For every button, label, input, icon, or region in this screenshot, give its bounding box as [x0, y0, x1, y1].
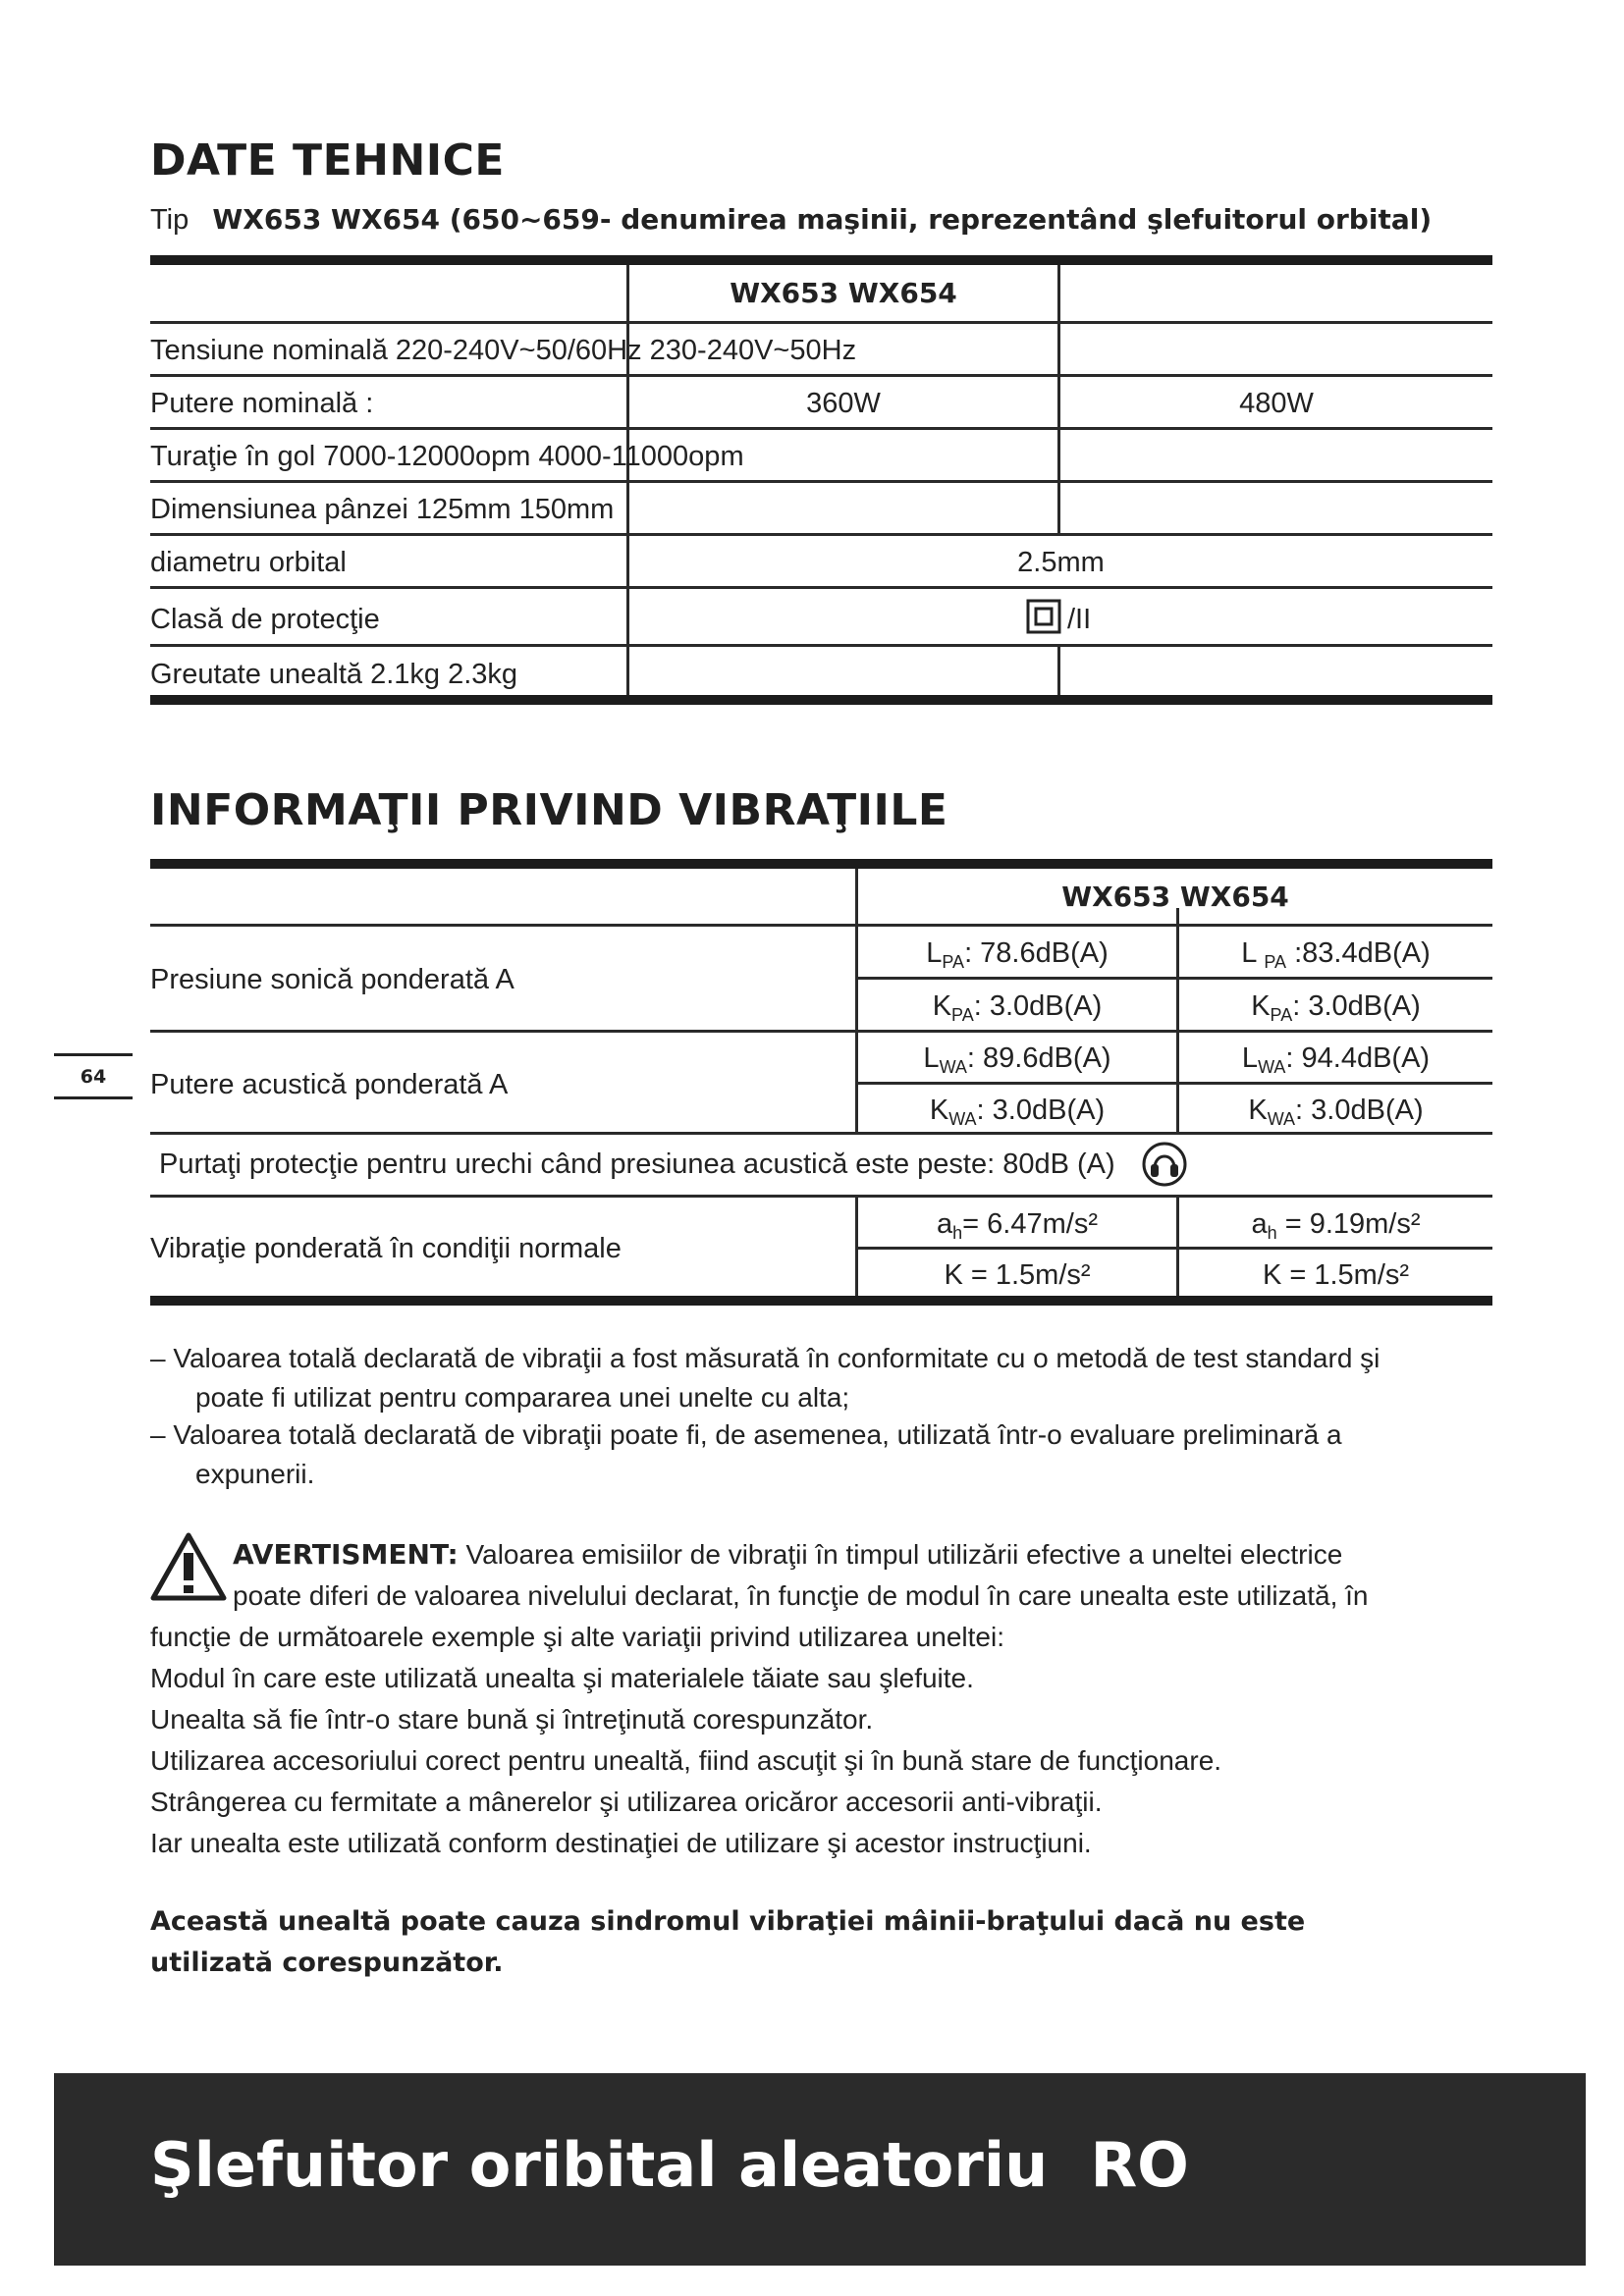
sound-pressure-kpa-2: $K_{PA}$: 3.0dB(A)	[1251, 990, 1421, 1025]
table-top-border	[150, 255, 1492, 265]
ear-protection-note: Purtaţi protecţie pentru urechi când presiunea acustică este peste: 80dB (A)	[159, 1148, 1115, 1180]
table-row-label: Turaţie în gol 7000-12000opm 4000-11000opm	[150, 441, 744, 472]
warning-line: Strângerea cu fermitate a mânerelor şi utilizarea oricăror accesorii anti-vibraţii.	[150, 1787, 1103, 1817]
table-divider	[150, 321, 1492, 324]
section-title-vibration: INFORMAŢII PRIVIND VIBRAŢIILE	[150, 785, 948, 835]
footer-title	[150, 2129, 1189, 2201]
table-row-label: Clasă de protecţie	[150, 604, 380, 635]
bullet-line: expunerii.	[195, 1459, 315, 1489]
page-number-rule	[54, 1096, 133, 1099]
vibration-ah-2: $a_h = 9.19m/s^2$	[1251, 1208, 1421, 1243]
sound-pressure-kpa-1: $K_{PA}$: 3.0dB(A)	[932, 990, 1103, 1025]
bullet-line: – Valoarea totală declarată de vibraţii poate fi, de asemenea, utilizată într-o evaluare preliminară a	[150, 1419, 1342, 1450]
type-line	[150, 203, 1433, 236]
table-row-label: Putere nominală :	[150, 388, 374, 419]
table-divider	[150, 533, 1492, 536]
sound-power-kwa-1: $K_{WA}$: 3.0dB(A)	[929, 1095, 1106, 1129]
table-divider	[150, 1030, 1492, 1033]
table-header: WX653 WX654	[730, 277, 957, 309]
sound-power-kwa-2: $K_{WA}$: 3.0dB(A)	[1248, 1095, 1424, 1129]
warning-line: poate diferi de valoarea nivelului declarat, în funcţie de modul în care unealta este utilizată, în	[233, 1580, 1369, 1611]
table-divider	[150, 1195, 1492, 1198]
table-divider	[150, 644, 1492, 647]
table-cell-value: 2.5mm	[1017, 547, 1105, 578]
type-description: WX653 WX654 (650~659- denumirea maşinii, reprezentând şlefuitorul orbital)	[212, 203, 1433, 236]
table-divider	[150, 480, 1492, 483]
warning-triangle-icon	[150, 1531, 227, 1607]
warning-line: Unealta să fie într-o stare bună şi întreţinută corespunzător.	[150, 1704, 874, 1735]
warning-line: AVERTISMENT: Valoarea emisiilor de vibraţii în timpul utilizării efective a uneltei electrice	[233, 1538, 1343, 1571]
warning-line: Utilizarea accesoriului corect pentru unealtă, fiind ascuţit şi în bună stare de funcţionare.	[150, 1745, 1222, 1776]
table-divider	[150, 1132, 1492, 1135]
table-divider	[857, 977, 1492, 980]
table-divider	[150, 427, 1492, 430]
column-divider	[1057, 644, 1060, 695]
product-name: Şlefuitor oribital aleatoriu	[150, 2129, 1049, 2201]
vibration-k-1: K = 1.5m/s²	[944, 1259, 1091, 1291]
table-row-label: Tensiune nominală 220-240V~50/60Hz 230-240V~50Hz	[150, 335, 857, 366]
type-prefix: Tip	[150, 204, 189, 236]
vibration-label: Vibraţie ponderată în condiţii normale	[150, 1233, 622, 1264]
table-row-label: diametru orbital	[150, 547, 347, 578]
vibration-k-2: K = 1.5m/s²	[1262, 1259, 1410, 1291]
sound-power-label: Putere acustică ponderată A	[150, 1069, 509, 1100]
warning-line: Modul în care este utilizată unealta şi materialele tăiate sau şlefuite.	[150, 1663, 974, 1693]
table-bottom-border	[150, 1296, 1492, 1306]
double-insulation-icon	[1026, 599, 1061, 639]
table-divider	[150, 924, 1492, 927]
page-number-marker	[54, 1053, 133, 1099]
bullet-line: poate fi utilizat pentru compararea unei unelte cu alta;	[195, 1382, 850, 1413]
table-row-label: Dimensiunea pânzei 125mm 150mm	[150, 494, 615, 525]
warning-label: AVERTISMENT:	[233, 1538, 459, 1571]
warning-line: funcţie de următoarele exemple şi alte variaţii privind utilizarea uneltei:	[150, 1622, 1004, 1652]
table-row-label: Greutate unealtă 2.1kg 2.3kg	[150, 659, 518, 690]
ear-protection-icon	[1141, 1141, 1188, 1193]
table-top-border	[150, 859, 1492, 869]
hav-warning-line: Această unealtă poate cauza sindromul vibraţiei mâinii-braţului dacă nu este	[150, 1906, 1306, 1937]
sound-power-lwa-1: $L_{WA}$: 89.6dB(A)	[923, 1042, 1111, 1077]
table-bottom-border	[150, 695, 1492, 705]
table-divider	[150, 374, 1492, 377]
sound-pressure-lpa-2: L $_{PA}$ :83.4dB(A)	[1241, 937, 1431, 972]
sound-pressure-label: Presiune sonică ponderată A	[150, 964, 514, 995]
language-code: RO	[1090, 2129, 1189, 2201]
table-divider	[857, 1082, 1492, 1085]
warning-line: Iar unealta este utilizată conform destinaţiei de utilizare şi acestor instrucţiuni.	[150, 1828, 1092, 1858]
table-cell-value: 360W	[806, 388, 881, 419]
bullet-line: – Valoarea totală declarată de vibraţii a fost măsurată în conformitate cu o metodă de test standard şi	[150, 1343, 1380, 1373]
table-cell-value: 480W	[1239, 388, 1314, 419]
hav-warning-line: utilizată corespunzător.	[150, 1948, 504, 1978]
table-divider	[150, 586, 1492, 589]
footer-band	[54, 2073, 1586, 2266]
protection-class-value: /II	[1067, 604, 1092, 635]
table-divider	[857, 1247, 1492, 1250]
sound-power-lwa-2: $L_{WA}$: 94.4dB(A)	[1241, 1042, 1431, 1077]
table-header: WX653 WX654	[1061, 881, 1289, 913]
page-number: 64	[80, 1066, 107, 1088]
sound-pressure-lpa-1: $L_{PA}$: 78.6dB(A)	[926, 937, 1109, 972]
section-title-technical-data: DATE TEHNICE	[150, 135, 505, 186]
column-divider	[626, 265, 629, 695]
vibration-ah-1: $a_h= 6.47m/s^2$	[937, 1208, 1098, 1243]
